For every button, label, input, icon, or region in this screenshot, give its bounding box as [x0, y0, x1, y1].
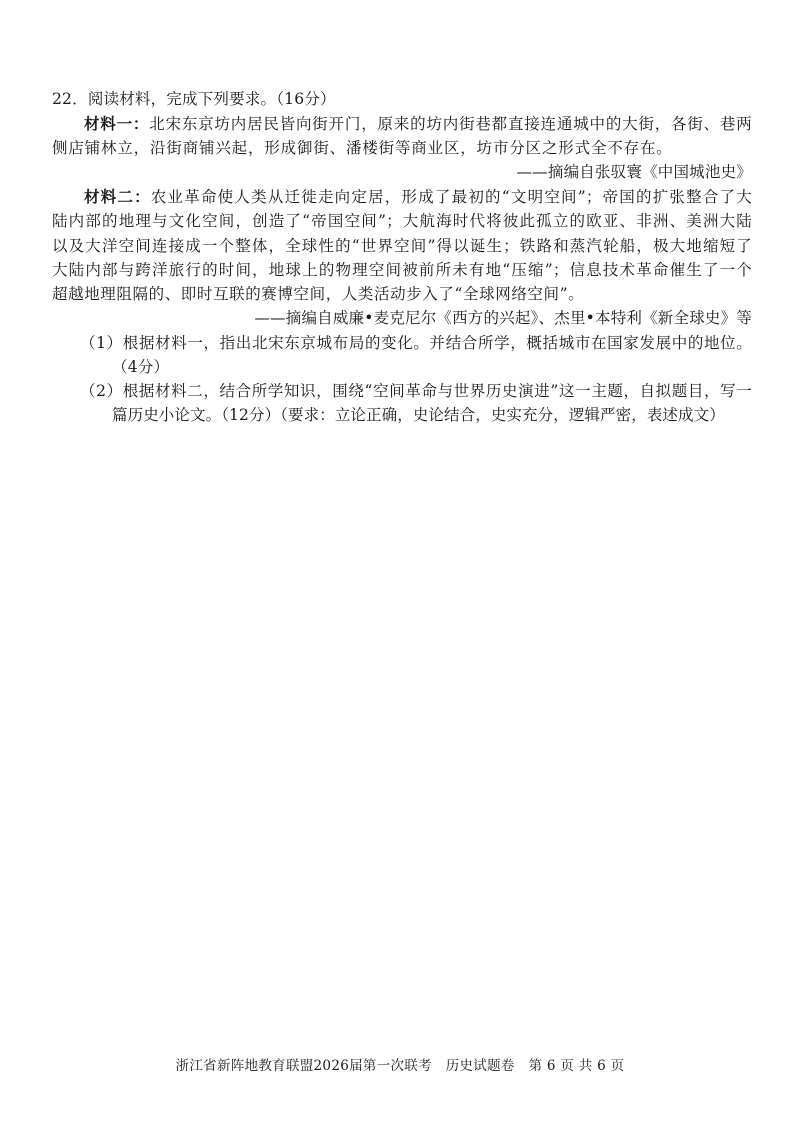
material2-line-4: 大陆内部与跨洋旅行的时间，地球上的物理空间被前所未有地“压缩”；信息技术革命催生了一个	[52, 261, 752, 279]
material2-source: ——摘编自威廉•麦克尼尔《西方的兴起》、杰里•本特利《新全球史》等	[254, 309, 752, 327]
material2-label: 材料二：	[84, 187, 151, 206]
material1-line-2: 侧店铺林立，沿街商铺兴起，形成御街、潘楼街等商业区，坊市分区之形式全不存在。	[52, 139, 672, 157]
q1-line-2: （4分）	[112, 358, 170, 376]
material2-text-1: 农业革命使人类从迁徙走向定居，形成了最初的“文明空间”；帝国的扩张整合了大	[150, 188, 752, 206]
page-footer: 浙江省新阵地教育联盟2026届第一次联考 历史试题卷 第 6 页 共 6 页	[175, 1058, 625, 1074]
q2-line-1: （2）根据材料二，结合所学知识，围绕“空间革命与世界历史演进”这一主题，自拟题目，写一	[80, 382, 752, 400]
material1-line-1	[84, 113, 752, 135]
material2-line-1	[84, 186, 752, 208]
material2-line-3: 以及大洋空间连接成一个整体，全球性的“世界空间”得以诞生；铁路和蒸汽轮船，极大地缩短了	[52, 237, 752, 255]
q1-line-1: （1）根据材料一，指出北宋东京城布局的变化。并结合所学，概括城市在国家发展中的地位。	[80, 334, 752, 352]
material1-label: 材料一：	[84, 114, 150, 133]
material1-text-1: 北宋东京坊内居民皆向街开门，原来的坊内街巷都直接连通城中的大街，各街、巷两	[149, 115, 752, 133]
material2-line-5: 超越地理阻隔的、即时互联的赛博空间，人类活动步入了“全球网络空间”。	[52, 285, 585, 303]
question-header: 22．阅读材料，完成下列要求。（16分）	[52, 90, 336, 108]
material2-line-2: 陆内部的地理与文化空间，创造了“帝国空间”；大航海时代将彼此孤立的欧亚、非洲、美洲大陆	[52, 212, 752, 230]
q2-line-2: 篇历史小论文。（12分）（要求：立论正确，史论结合，史实充分，逻辑严密，表述成文）	[112, 406, 725, 424]
material1-source: ——摘编自张驭寰《中国城池史》	[516, 163, 752, 181]
